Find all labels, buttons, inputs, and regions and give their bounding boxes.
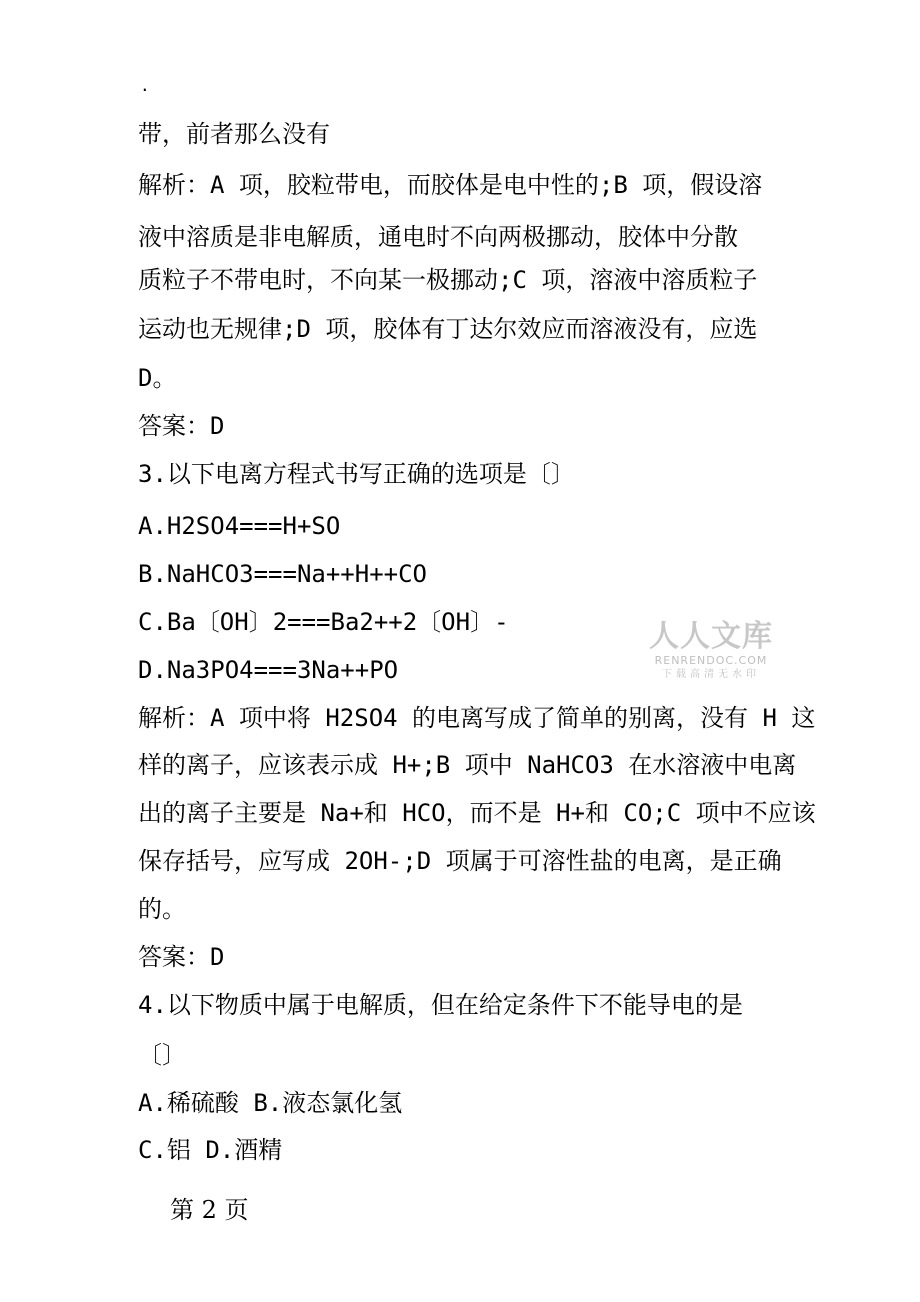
answer-line: 答案：D: [138, 412, 225, 440]
text-line: 带，前者那么没有: [138, 120, 330, 148]
text-line: D。: [138, 364, 177, 392]
question-4-stem: 4.以下物质中属于电解质，但在给定条件下不能导电的是: [138, 991, 743, 1019]
text-line: 保存括号，应写成 2OH-;D 项属于可溶性盐的电离，是正确: [138, 847, 782, 875]
text-line: 质粒子不带电时，不向某一极挪动;C 项，溶液中溶质粒子: [138, 266, 758, 294]
watermark-title: 人人文库: [649, 619, 773, 654]
question-3-option-a: A.H2SO4===H+SO: [138, 512, 341, 540]
text-line: 解析：A 项中将 H2SO4 的电离写成了简单的别离，没有 H 这: [138, 704, 816, 732]
watermark-domain: RENRENDOC.COM: [654, 654, 768, 667]
answer-line: 答案：D: [138, 943, 225, 971]
watermark-tagline: 下载高清无水印: [662, 669, 760, 680]
page-marker-dot: .: [140, 76, 150, 95]
question-4-options-cd: C.铝 D.酒精: [138, 1136, 283, 1164]
question-4-options-ab: A.稀硫酸 B.液态氯化氢: [138, 1089, 403, 1117]
text-line: 的。: [138, 895, 186, 923]
question-4-stem-bracket: 〔〕: [138, 1041, 186, 1069]
text-line: 出的离子主要是 Na+和 HCO，而不是 H+和 CO;C 项中不应该: [138, 799, 816, 827]
text-line: 样的离子，应该表示成 H+;B 项中 NaHCO3 在水溶液中电离: [138, 751, 797, 779]
text-line: 运动也无规律;D 项，胶体有丁达尔效应而溶液没有，应选: [138, 315, 758, 343]
text-line: 液中溶质是非电解质，通电时不向两极挪动，胶体中分散: [138, 223, 738, 251]
watermark-logo: [646, 620, 776, 681]
question-3-stem: 3.以下电离方程式书写正确的选项是〔〕: [138, 460, 575, 488]
question-3-option-b: B.NaHCO3===Na++H++CO: [138, 560, 427, 588]
page-number: 第 2 页: [170, 1196, 249, 1224]
question-3-option-d: D.Na3PO4===3Na++PO: [138, 656, 399, 684]
question-3-option-c: C.Ba〔OH〕2===Ba2++2〔OH〕-: [138, 608, 509, 636]
text-line: 解析：A 项，胶粒带电，而胶体是电中性的;B 项，假设溶: [138, 171, 763, 199]
